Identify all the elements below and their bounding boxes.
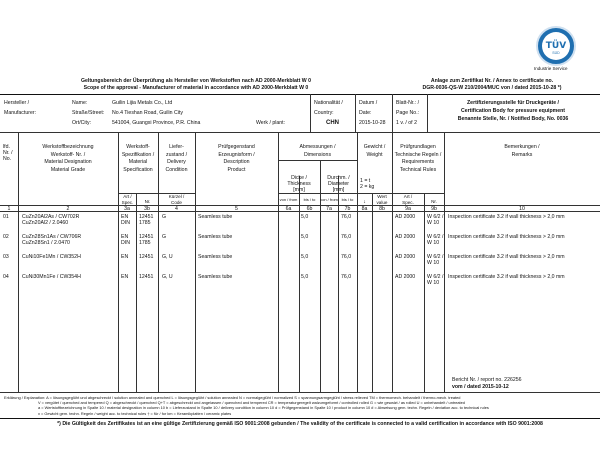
- cell-nr1: 12451: [139, 254, 154, 260]
- cell-code: G, U: [162, 254, 173, 260]
- col-sep-9a: [424, 193, 425, 392]
- logo-sub: SÜD: [552, 51, 560, 55]
- cell-dia-to: 76,0: [341, 274, 352, 280]
- col3a-subheader: Art / Spec.: [121, 194, 134, 205]
- cell-nr-b: W 10: [427, 260, 440, 266]
- legend-line-2: V = vergütet / quenched and tempered Q = abgeschreckt / quenched Q+T = abgeschreckt und angelassen / quenched and tempered CR = temperaturgeregelt walzumgeformt / controlled rolled G = wie gewalzt / as rolled U = unbehandelt / untreated: [38, 400, 465, 406]
- cell-no: 01: [3, 214, 9, 220]
- col6-dicke-header: Dicke / Thickness [mm]: [287, 175, 311, 193]
- col7-wert-sub: Wert value: [376, 194, 388, 205]
- col-sep-9: [444, 132, 445, 392]
- cell-nr-b: W 10: [427, 240, 440, 246]
- header-sep-1: [310, 94, 311, 132]
- cell-art1: EN: [121, 274, 129, 280]
- tuv-sud-logo: [536, 26, 576, 66]
- col4-header: Liefer- zustand / Delivery Condition: [165, 144, 188, 173]
- name-value: Guilin Lijia Metals Co., Ltd: [112, 100, 173, 106]
- col7-sub-left: 1 = t 2 = kg: [360, 178, 375, 190]
- col9-header: Bemerkungen / Remarks: [504, 144, 540, 158]
- city-label: Ort/City:: [72, 120, 92, 126]
- cell-grade2: CuZn28Sn1 / 2.0470: [22, 240, 70, 246]
- country-value: CHN: [326, 120, 339, 126]
- date-label: Date:: [359, 110, 372, 116]
- cell-product: Seamless tube: [198, 214, 233, 220]
- cell-nr1: 12451: [139, 214, 154, 220]
- cell-art1: EN: [121, 234, 129, 240]
- colnum-4: 4: [175, 206, 178, 212]
- col7b-sub: bis / to: [341, 197, 354, 202]
- page-label: Page No.:: [396, 110, 420, 116]
- cell-code: G, U: [162, 274, 173, 280]
- cell-nr-a: W 6/2 /: [427, 214, 444, 220]
- cell-dia-to: 76,0: [341, 234, 352, 240]
- col1-header: lfd. Nr. / No.: [3, 144, 13, 162]
- col-sep-3a: [136, 193, 137, 392]
- colnum-6a: 6a: [285, 206, 292, 212]
- colnum-9b: 9b: [431, 206, 437, 212]
- col3b-subheader: Nr.: [144, 199, 151, 204]
- cell-grade1: CuNi10Fe1Mn / CW352H: [22, 254, 81, 260]
- title-de: Geltungsbereich der Überprüfung als Hersteller von Werkstoffen nach AD 2000-Merkblatt W 0: [80, 78, 312, 84]
- legend-line-1: Erklärung / Explanation: A = lösungsgeglüht und abgeschreckt / solution annealed and quenched L = lösungsgeglüht / solution annealed N = normalgeglüht / normalized S = spannungsarmgeglüht / stress relieved TM = thermomech. behandelt / thermo-mech. treated: [4, 395, 461, 400]
- cell-art1: EN: [121, 214, 129, 220]
- col-sep-8a: [372, 193, 373, 392]
- hersteller-label: Hersteller /: [4, 100, 30, 106]
- notified-body-line-3: Benannte Stelle, Nr. / Notified Body, No. 0036: [457, 116, 569, 122]
- annex-line-2: DGR-0036-QS-W 210/2004/MUC von / dated 2015-10-28 *): [422, 85, 562, 91]
- legend-line-4: x = Gewicht gem. techn. Regeln / weight acc. to technical rules † = für / for km = Keramikplatten / ceramic plates: [38, 410, 232, 416]
- subhead-line-6: [278, 160, 357, 161]
- cell-nr1: 12451: [139, 234, 154, 240]
- cell-dia-to: 76,0: [341, 214, 352, 220]
- notified-body-line-2: Certification Body for pressure equipment: [460, 108, 566, 114]
- cell-grade1: CuZn20Al2As / CW702R: [22, 214, 80, 220]
- cell-remark: Inspection certificate 3.2 if wall thickness > 2,0 mm: [448, 254, 565, 260]
- cell-product: Seamless tube: [198, 274, 233, 280]
- col4-subheader: Kürzel / Code: [168, 194, 185, 205]
- city-value: 541004, Guangxi Province, P.R. China: [112, 120, 201, 126]
- cell-code: G: [162, 214, 167, 220]
- logo-mark: TÜV: [545, 41, 567, 51]
- cell-d-to: 5,0: [301, 274, 309, 280]
- cell-nr-b: W 10: [427, 280, 440, 286]
- colnum-10: 10: [519, 206, 525, 212]
- cell-no: 02: [3, 234, 9, 240]
- col6-header: Abmessungen / Dimensions: [299, 144, 336, 158]
- werk-label: Werk / plant:: [256, 120, 286, 126]
- col8-header: Prüfgrundlagen Technische Regeln / Requirements Technical Rules: [394, 144, 442, 173]
- col2-header: Werkstoffbezeichnung Werkstoff- Nr. / Material Designation Material Grade: [42, 144, 94, 173]
- date-value: 2015-10-28: [359, 120, 386, 126]
- validity-footnote: *) Die Gültigkeit des Zertifikates ist an eine gültige Zertifizierung gemäß ISO 9001:2008 gebunden / The validity of the certificate is connected to a valid certification in accordance with ISO 9001:2008: [57, 421, 543, 427]
- header-sep-3: [392, 94, 393, 132]
- colnum-9a: 9a: [405, 206, 411, 212]
- legend-bottom-line: [0, 418, 600, 419]
- cell-spec1: AD 2000: [395, 214, 416, 220]
- col3-header: Werkstoff- Spezifikation / Material Specification: [121, 144, 155, 173]
- colnum-7b: 7b: [344, 206, 351, 212]
- cell-nr-a: W 6/2 /: [427, 254, 444, 260]
- cell-remark: Inspection certificate 3.2 if wall thickness > 2,0 mm: [448, 234, 565, 240]
- cell-nr2: 1785: [139, 220, 151, 226]
- name-label: Name:: [72, 100, 88, 106]
- cell-remark: Inspection certificate 3.2 if wall thickness > 2,0 mm: [448, 274, 565, 280]
- notified-body-line-1: Zertifizierungsstelle für Druckgeräte /: [467, 100, 559, 106]
- nationalitat-label: Nationalität /: [314, 100, 343, 106]
- colnum-2: 2: [66, 206, 70, 212]
- colnum-7a: 7a: [326, 206, 332, 212]
- cell-no: 04: [3, 274, 9, 280]
- cell-d-to: 5,0: [301, 214, 309, 220]
- header-sep-2: [355, 94, 356, 132]
- cell-grade1: CuNi30Mn1Fe / CW354H: [22, 274, 81, 280]
- datum-label: Datum /: [359, 100, 378, 106]
- col5-header: Prüfgegenstand Erzeugnisform / Description Product: [218, 144, 255, 173]
- cell-d-to: 5,0: [301, 254, 309, 260]
- report-date: vom / dated 2015-10-12: [452, 384, 509, 390]
- cell-d-to: 5,0: [301, 234, 309, 240]
- cell-spec1: AD 2000: [395, 234, 416, 240]
- country-label: Country:: [314, 110, 334, 116]
- col-sep-7: [357, 132, 358, 392]
- blatt-label: Blatt-Nr.: /: [396, 100, 420, 106]
- col7a-sub: von / from: [320, 197, 338, 202]
- cell-spec1: AD 2000: [395, 254, 416, 260]
- cell-art2: DIN: [121, 220, 130, 226]
- col6-durch-header: Durchm. / Diameter [mm]: [327, 175, 350, 193]
- cell-nr-a: W 6/2 /: [427, 274, 444, 280]
- col6a-sub: von / from: [279, 197, 298, 202]
- cell-code: G: [162, 234, 167, 240]
- col8b-sub: Nr.: [431, 199, 437, 204]
- cell-dia-to: 76,0: [341, 254, 352, 260]
- cell-no: 03: [3, 254, 9, 260]
- col-sep-6b: [320, 160, 321, 392]
- col6b-sub: bis / to: [303, 197, 316, 202]
- page-value: 1 v. / of 2: [396, 120, 417, 126]
- cell-product: Seamless tube: [198, 234, 233, 240]
- colnum-1: 1: [7, 206, 11, 212]
- colnum-3b: 3b: [144, 206, 150, 212]
- colnum-8a: 8a: [361, 206, 368, 212]
- cell-art2: DIN: [121, 240, 130, 246]
- legend-block: [4, 395, 598, 416]
- street-label: Straße/Street:: [72, 110, 105, 116]
- manufacturer-label: Manufacturer:: [4, 110, 37, 116]
- colnum-3a: 3a: [124, 206, 130, 212]
- cell-spec1: AD 2000: [395, 274, 416, 280]
- colnum-5: 5: [235, 206, 238, 212]
- col8a-sub: Art / Spec.: [402, 194, 414, 205]
- colnum-6b: 6b: [306, 206, 313, 212]
- cell-nr1: 12451: [139, 274, 154, 280]
- annex-line-1: Anlage zum Zertifikat Nr. / Annex to certificate no.: [430, 78, 554, 84]
- cell-grade1: CuZn28Sn1As / CW706R: [22, 234, 82, 240]
- col-sep-5: [278, 132, 279, 392]
- header-divider: [0, 132, 600, 133]
- title-en: Scope of the approval - Manufacturer of material in accordance with AD 2000-Merkblatt W 0: [83, 85, 309, 91]
- cell-art1: EN: [121, 254, 129, 260]
- industrie-service-label: Industrie Service: [534, 66, 568, 71]
- col7-arrow: ↓: [363, 199, 366, 205]
- report-number: Bericht Nr. / report no. 226256: [452, 377, 522, 383]
- cell-nr-b: W 10: [427, 220, 440, 226]
- legend-line-3: a = Wertstoffbezeichnung in Spalte 10 / material designation in column 10 b = Lieferzustand in Spalte 10 / delivery condition in column 10 d = Prüfgegenstand in Spalte 10 / product in column 10 # = Abweisung gem. techn. Regeln / deviation acc. to technical rules: [38, 405, 489, 411]
- cell-nr-a: W 6/2 /: [427, 234, 444, 240]
- cell-grade2: CuZn20Al2 / 2.0460: [22, 220, 69, 226]
- street-value: No.4 Tieshan Road, Guilin City: [112, 110, 183, 116]
- frame-top-line: [0, 94, 600, 95]
- table-bottom-line: [0, 392, 600, 393]
- cell-remark: Inspection certificate 3.2 if wall thickness > 2,0 mm: [448, 214, 565, 220]
- cell-product: Seamless tube: [198, 254, 233, 260]
- cell-nr2: 1785: [139, 240, 151, 246]
- col7-header: Gewicht / Weight: [363, 144, 386, 158]
- colnum-8b: 8b: [379, 206, 385, 212]
